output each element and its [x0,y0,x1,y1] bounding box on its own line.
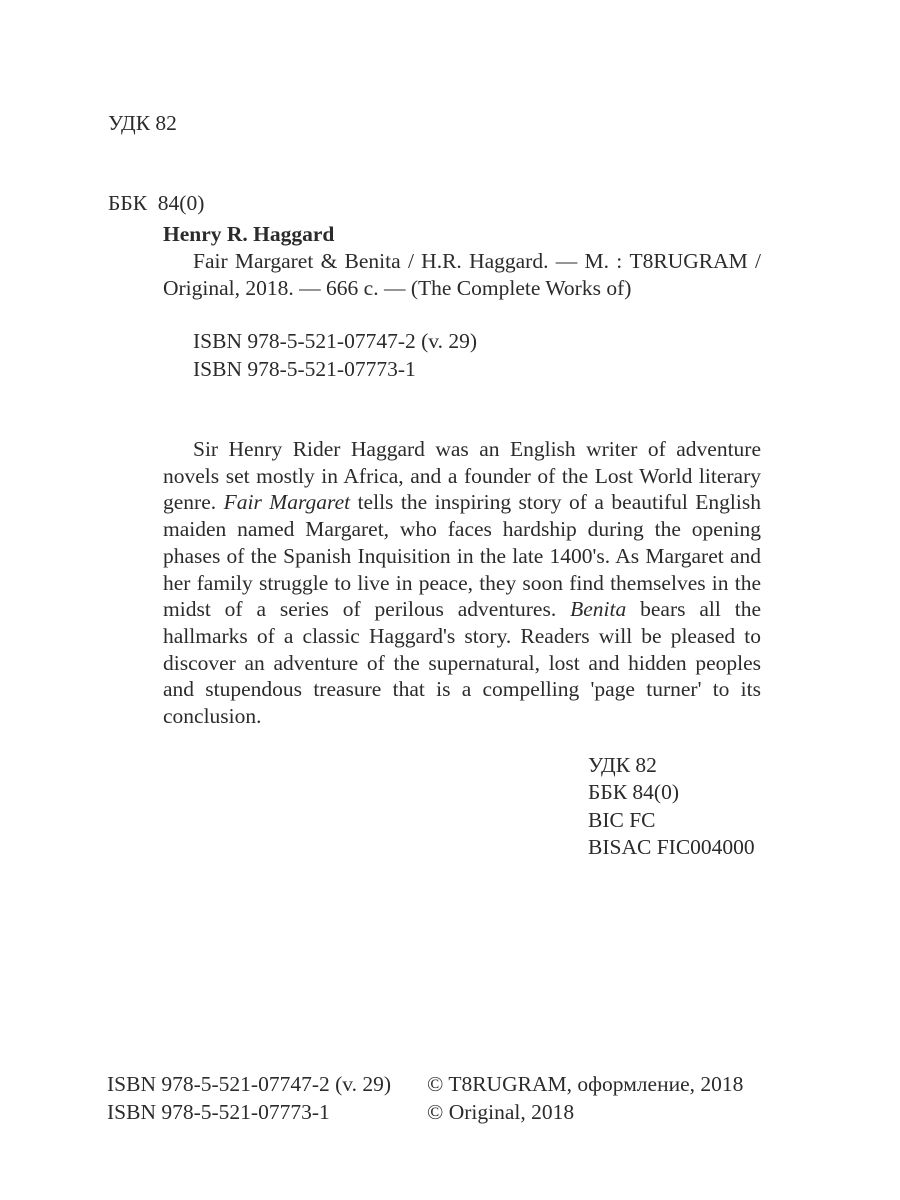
bisac-code: BISAC FIC004000 [588,834,755,859]
footer-block [107,1071,743,1126]
bic-code: BIC FC [588,807,656,832]
annotation-segment: bears all the hallmarks of a classic Haggard's story. Readers will be pleased to discover an adventure of the supernatural, lost and hidden peoples and stupendous treasure that is a compelling 'page turner' to its conclusion. [163,597,761,729]
copyright-original: © Original, 2018 [427,1099,575,1124]
classification-codes-block [588,752,755,861]
isbn-volume: ISBN 978-5-521-07747-2 (v. 29) [193,329,478,353]
footer-isbn-series: ISBN 978-5-521-07773-1 [107,1099,330,1124]
isbn-series: ISBN 978-5-521-07773-1 [193,356,416,381]
book-title-italic-benita: Benita [570,597,627,622]
annotation-paragraph [163,436,761,730]
copyright-design: © T8RUGRAM, оформление, 2018 [427,1072,744,1096]
imprint-block [163,221,761,302]
bbk-code-top: ББК 84(0) [108,190,205,215]
udk-code-top: УДК 82 [108,111,177,135]
annotation-segment: Sir Henry Rider Haggard was an English writer of adventure novels set mostly in Africa, and a founder of the Lost World literary genre. [163,437,761,515]
book-title-italic-fair-margaret: Fair Margaret [223,490,351,515]
isbn-block [193,328,477,383]
annotation-segment: tells the inspiring story of a beautiful English maiden named Margaret, who faces hardship during the opening phases of the Spanish Inquisition in the late 1400's. As Margaret and her family struggle to live in peace, they soon find themselves in the midst of a series of perilous adventures. [163,490,761,622]
bbk-code: ББК 84(0) [588,780,679,805]
footer-isbn-volume: ISBN 978-5-521-07747-2 (v. 29) [107,1072,392,1096]
footer-copyright-column [427,1071,743,1126]
author-name: Henry R. Haggard [163,222,335,246]
footer-isbn-column [107,1071,427,1126]
udk-code: УДК 82 [588,753,657,777]
bibliographic-entry: Fair Margaret & Benita / H.R. Haggard. — М. : T8RUGRAM / Original, 2018. — 666 с. — (The Complete Works of) [163,249,761,300]
